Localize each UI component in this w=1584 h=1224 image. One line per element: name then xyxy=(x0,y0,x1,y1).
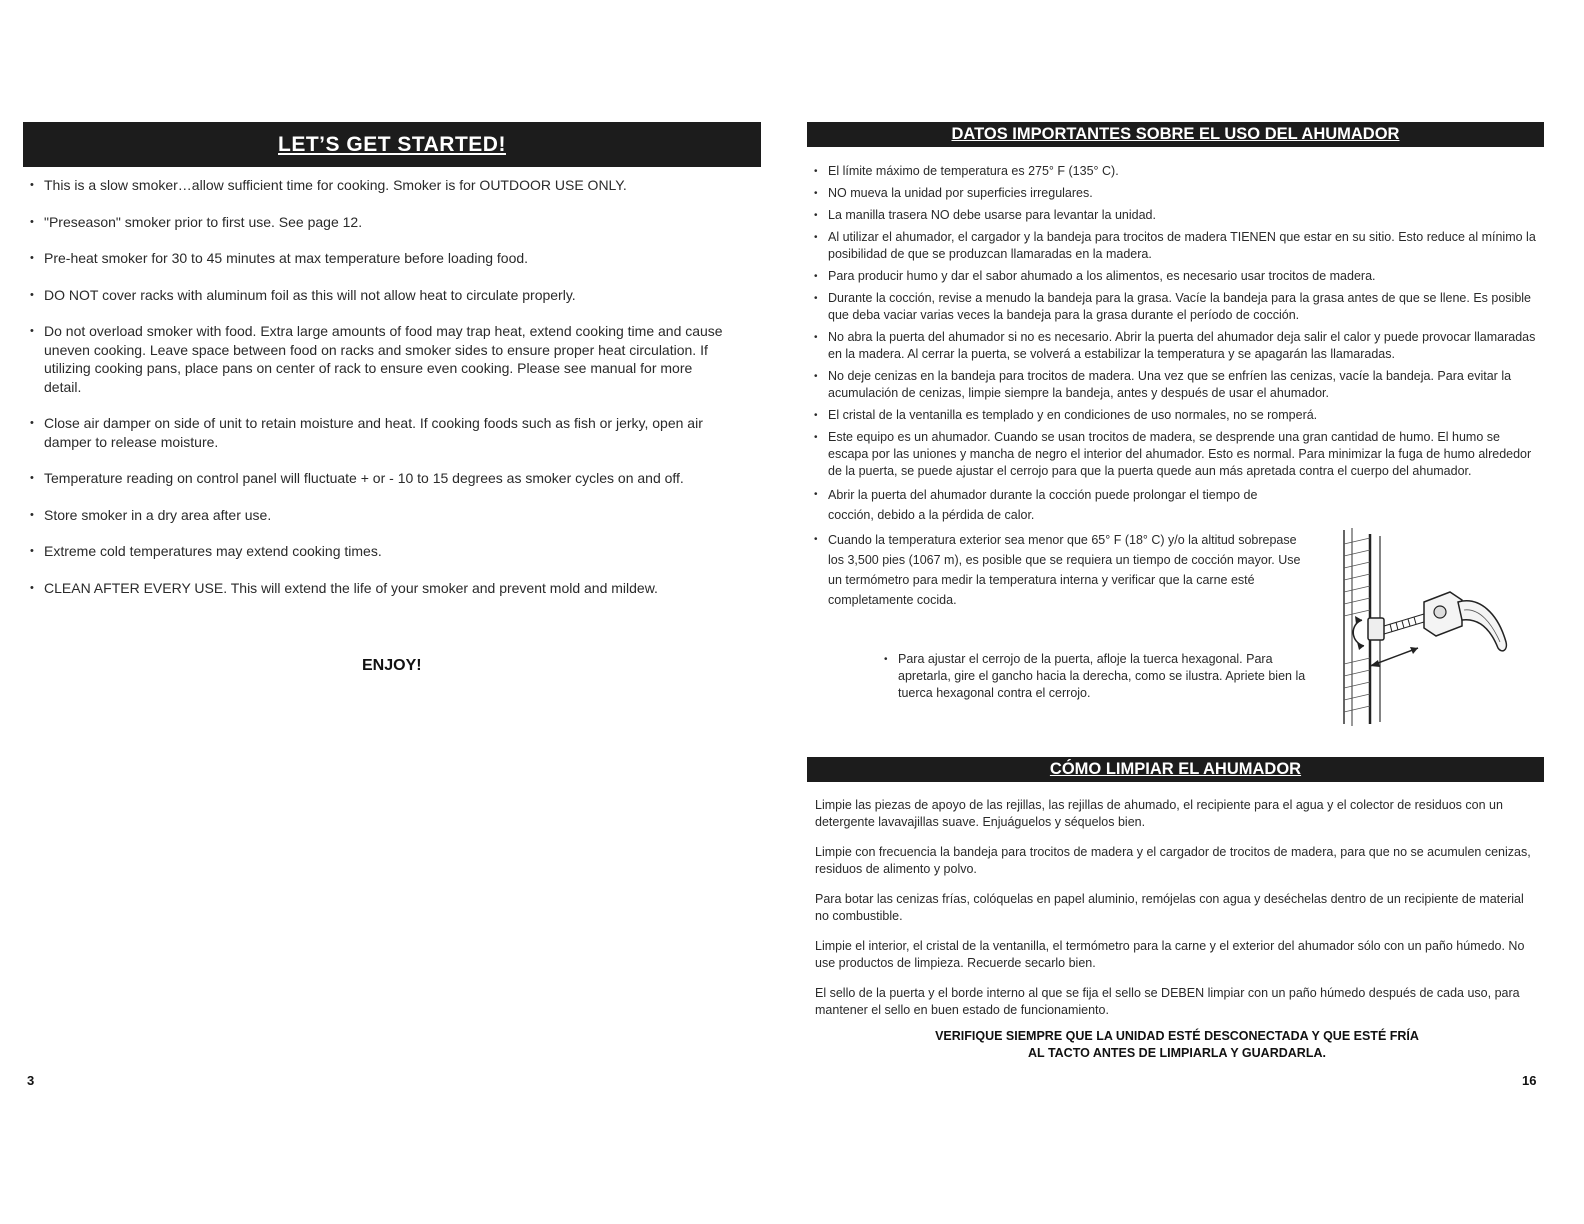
warning-line: VERIFIQUE SIEMPRE QUE LA UNIDAD ESTÉ DESCONECTADA Y QUE ESTÉ FRÍA xyxy=(935,1029,1419,1043)
list-item: • No deje cenizas en la bandeja para trocitos de madera. Una vez que se enfríen las cenizas, vacíe la bandeja. Para evitar la acumulación de cenizas, limpie siempre la bandeja, antes y después de usar el ahumador. xyxy=(812,368,1542,402)
list-item: • Durante la cocción, revise a menudo la bandeja para la grasa. Vacíe la bandeja para la grasa antes de que se llene. Es posible que deba vaciar varias veces la bandeja para la grasa durante el período de cocción. xyxy=(812,290,1542,324)
enjoy-text: ENJOY! xyxy=(362,657,422,674)
list-item: • Store smoker in a dry area after use. xyxy=(28,506,728,525)
bullet-icon: • xyxy=(884,654,888,665)
list-item: • Extreme cold temperatures may extend cooking times. xyxy=(28,542,728,561)
cleaning-heading: CÓMO LIMPIAR EL AHUMADOR xyxy=(807,757,1544,782)
list-item: • DO NOT cover racks with aluminum foil as this will not allow heat to circulate properly. xyxy=(28,286,728,305)
list-item: • Pre-heat smoker for 30 to 45 minutes at max temperature before loading food. xyxy=(28,249,728,268)
list-item: • Este equipo es un ahumador. Cuando se usan trocitos de madera, se desprende una gran cantidad de humo. El humo se escapa por las uniones y mancha de negro el interior del ahumador. Esto es normal. Para minimizar la fuga de humo alrededor de la puerta, se puede ajustar el cerrojo para que la puerta quede aun más apretada contra el cuerpo del ahumador. xyxy=(812,429,1542,480)
list-item: • La manilla trasera NO debe usarse para levantar la unidad. xyxy=(812,207,1542,224)
list-item: • El cristal de la ventanilla es templado y en condiciones de uso normales, no se romperá. xyxy=(812,407,1542,424)
cleaning-instructions xyxy=(815,797,1541,1032)
door-latch-note-text: Para ajustar el cerrojo de la puerta, afloje la tuerca hexagonal. Para apretarla, gire el gancho hacia la derecha, como se ilustra. Apriete bien la tuerca hexagonal contra el cerrojo. xyxy=(898,652,1306,700)
lets-get-started-heading: LET’S GET STARTED! xyxy=(23,122,761,167)
list-item: • Temperature reading on control panel will fluctuate + or - 10 to 15 degrees as smoker cycles on and off. xyxy=(28,469,728,488)
page-number-left: 3 xyxy=(27,1073,35,1088)
warning-line: AL TACTO ANTES DE LIMPIARLA Y GUARDARLA. xyxy=(1028,1046,1326,1060)
door-latch-illustration xyxy=(1340,524,1516,730)
list-item: • No abra la puerta del ahumador si no es necesario. Abrir la puerta del ahumador deja salir el calor y puede provocar llamaradas en la madera. Al cerrar la puerta, se volverá a estabilizar la temperatura y se apagarán las llamaradas. xyxy=(812,329,1542,363)
list-item: • "Preseason" smoker prior to first use. See page 12. xyxy=(28,213,728,232)
door-latch-note xyxy=(884,651,1318,702)
cleaning-paragraph: El sello de la puerta y el borde interno al que se fija el sello se DEBEN limpiar con un paño húmedo después de cada uso, para mantener el sello en buen estado de funcionamiento. xyxy=(815,986,1520,1017)
list-item: • Close air damper on side of unit to retain moisture and heat. If cooking foods such as fish or jerky, open air damper to release moisture. xyxy=(28,414,728,451)
right-page xyxy=(792,0,1584,1224)
cleaning-paragraph: Limpie el interior, el cristal de la ventanilla, el termómetro para la carne y el exterior del ahumador sólo con un paño húmedo. No use productos de limpieza. Recuerde secarlo bien. xyxy=(815,939,1525,970)
cleaning-paragraph: Limpie con frecuencia la bandeja para trocitos de madera y el cargador de trocitos de madera, para que no se acumulen cenizas, residuos de alimento y polvo. xyxy=(815,845,1531,876)
page-number-right: 16 xyxy=(1522,1073,1537,1088)
list-item: • Para producir humo y dar el sabor ahumado a los alimentos, es necesario usar trocitos de madera. xyxy=(812,268,1542,285)
list-item: • El límite máximo de temperatura es 275° F (135° C). xyxy=(812,163,1542,180)
list-item: • CLEAN AFTER EVERY USE. This will extend the life of your smoker and prevent mold and mildew. xyxy=(28,579,728,598)
getting-started-list xyxy=(28,176,728,615)
safety-warning xyxy=(892,1028,1462,1062)
list-item: • NO mueva la unidad por superficies irregulares. xyxy=(812,185,1542,202)
cleaning-paragraph: Limpie las piezas de apoyo de las rejillas, las rejillas de ahumado, el recipiente para el agua y el colector de residuos con un detergente lavavajillas suave. Enjuáguelos y séquelos bien. xyxy=(815,798,1503,829)
list-item: • Abrir la puerta del ahumador durante la cocción puede prolongar el tiempo de cocción, debido a la pérdida de calor. xyxy=(812,485,1303,525)
list-item: • This is a slow smoker…allow sufficient time for cooking. Smoker is for OUTDOOR USE ONLY. xyxy=(28,176,728,195)
usage-facts-heading: DATOS IMPORTANTES SOBRE EL USO DEL AHUMADOR xyxy=(807,122,1544,147)
cleaning-paragraph: Para botar las cenizas frías, colóquelas en papel aluminio, remójelas con agua y deséchelas dentro de un recipiente de material no combustible. xyxy=(815,892,1524,923)
list-item: • Do not overload smoker with food. Extra large amounts of food may trap heat, extend cooking time and cause uneven cooking. Leave space between food on racks and smoker sides to ensure proper heat circulation. If utilizing cooking pans, place pans on center of rack to ensure even cooking. Please see manual for more detail. xyxy=(28,322,728,396)
list-item: • Al utilizar el ahumador, el cargador y la bandeja para trocitos de madera TIENEN que estar en su sitio. Esto reduce al mínimo la posibilidad de que se produzcan llamaradas en la madera. xyxy=(812,229,1542,263)
list-item: • Cuando la temperatura exterior sea menor que 65° F (18° C) y/o la altitud sobrepase los 3,500 pies (1067 m), es posible que se requiera un tiempo de cocción mayor. Use un termómetro para medir la temperatura interna y verificar que la carne esté completamente cocida. xyxy=(812,530,1303,610)
